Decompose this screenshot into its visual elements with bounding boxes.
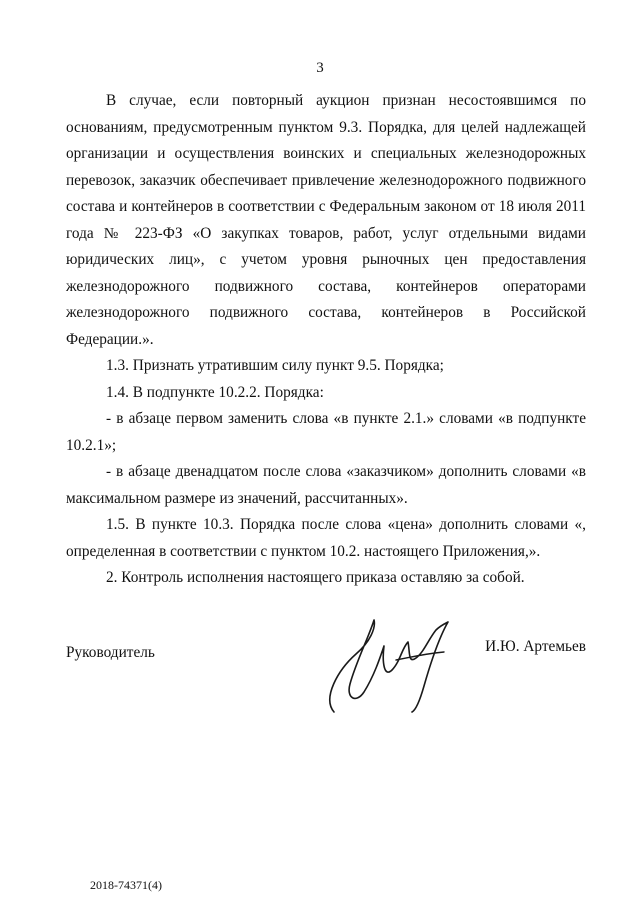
page-number: 3 [316, 60, 324, 76]
document-body [66, 88, 586, 592]
paragraph-item-2: 2. Контроль исполнения настоящего приказа оставляю за собой. [106, 569, 525, 586]
paragraph-item-1-4-second-dash: - в абзаце двенадцатом после слова «заказчиком» дополнить словами «в максимальном размере из значений, рассчитанных». [66, 463, 586, 507]
signatory-name: И.Ю. Артемьев [485, 638, 586, 655]
signatory-role: Руководитель [66, 644, 155, 661]
signature-block [66, 600, 586, 720]
document-number: 2018-74371(4) [90, 878, 162, 892]
paragraph-item-1-5: 1.5. В пункте 10.3. Порядка после слова «цена» дополнить словами «, определенная в соответствии с пунктом 10.2. настоящего Приложения,». [66, 516, 586, 560]
paragraph-auction-clause: В случае, если повторный аукцион признан несостоявшимся по основаниям, предусмотренным пунктом 9.3. Порядка, для целей надлежащей организации и осуществления воинских и специальных железнодорожных перевозок, заказчик обеспечивает привлечение железнодорожного подвижного состава и контейнеров в соответствии с Федеральным законом от 18 июля 2011 года № 223-ФЗ «О закупках товаров, работ, услуг отдельными видами юридических лиц», с учетом уровня рыночных цен предоставления железнодорожного подвижного состава, контейнеров операторами железнодорожного подвижного состава, контейнеров в Российской Федерации.». [66, 92, 586, 348]
paragraph-item-1-4: 1.4. В подпункте 10.2.2. Порядка: [106, 383, 324, 401]
paragraph-item-1-4-first-dash: - в абзаце первом заменить слова «в пункте 2.1.» словами «в подпункте 10.2.1»; [66, 410, 586, 454]
paragraph-item-1-3: 1.3. Признать утратившим силу пункт 9.5. Порядка; [106, 357, 444, 374]
handwritten-signature [304, 600, 484, 720]
